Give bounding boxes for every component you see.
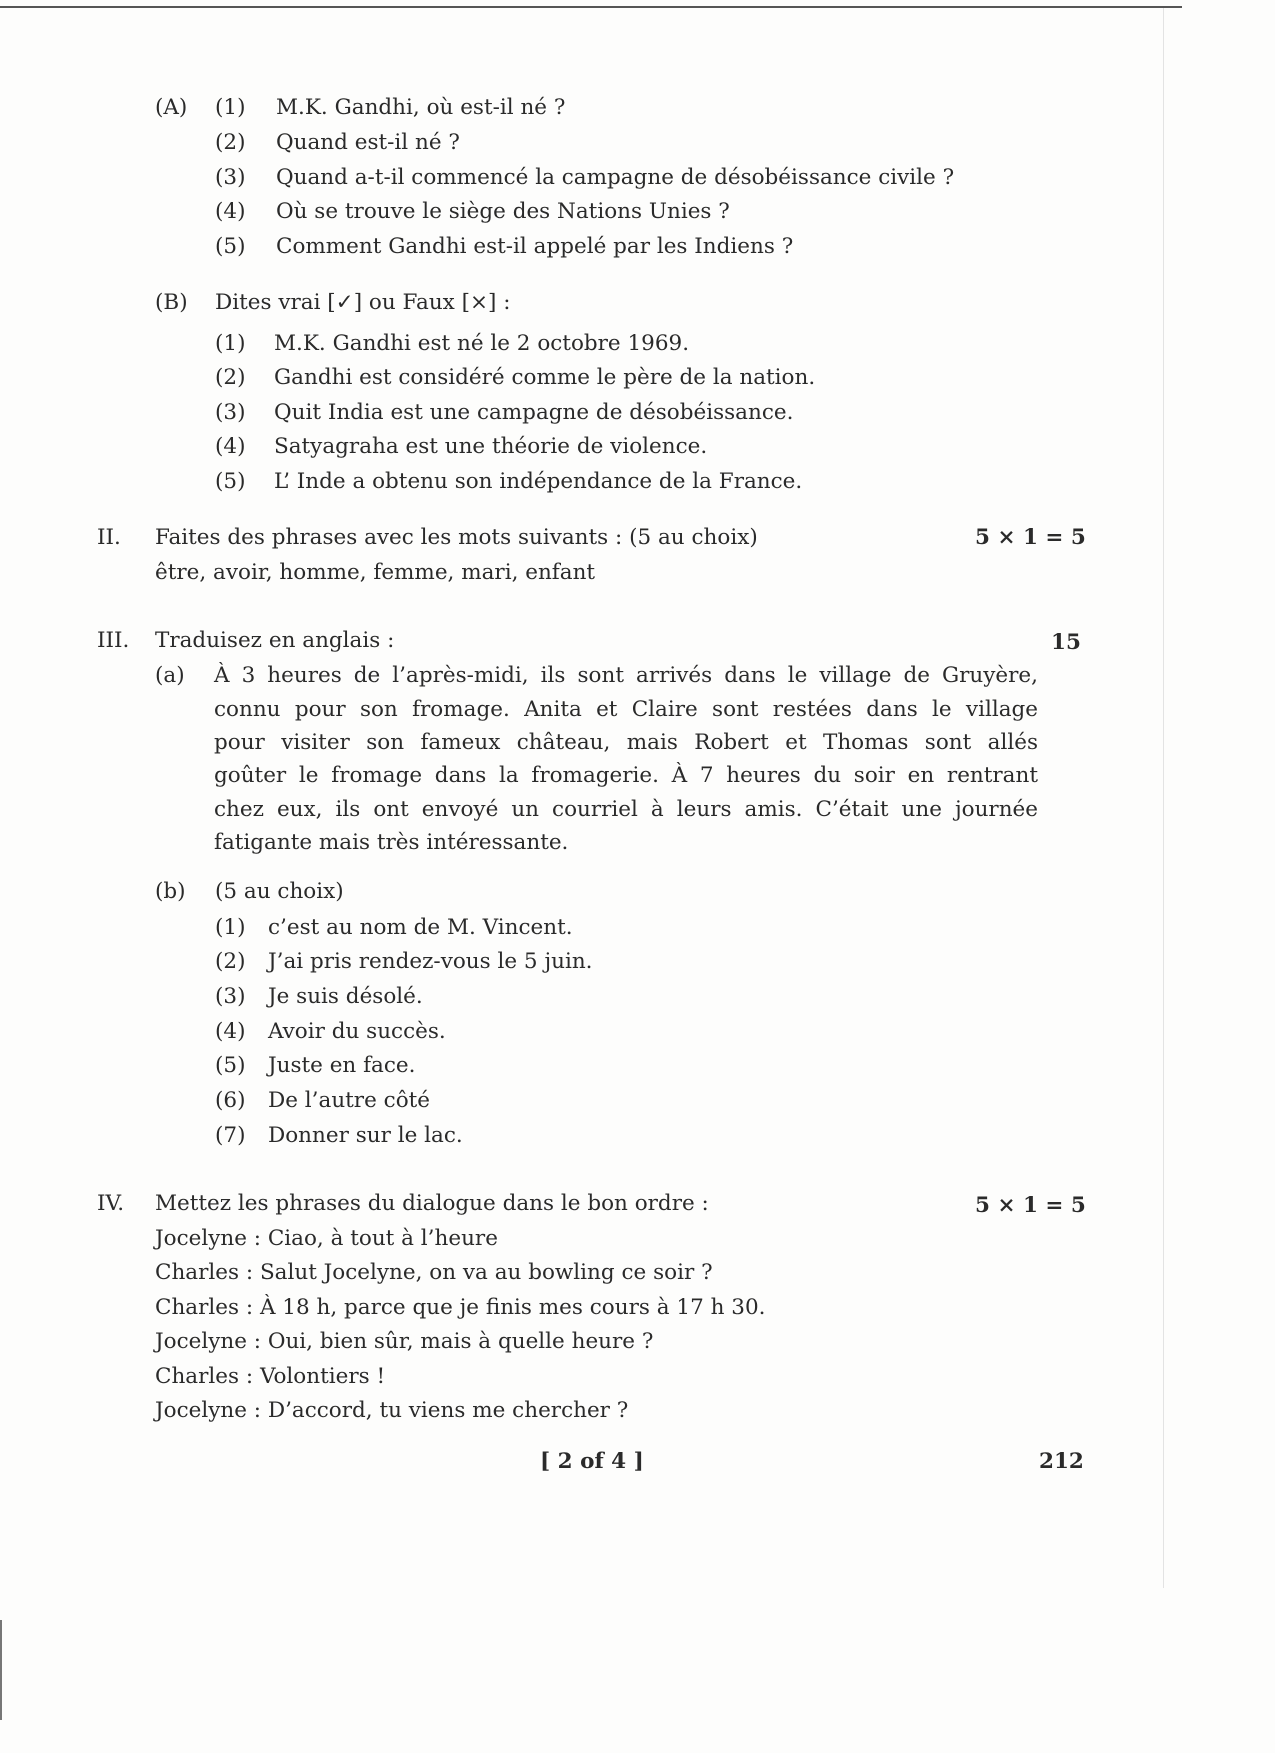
phrase-text: c’est au nom de M. Vincent. — [268, 915, 573, 940]
dialogue-line: Jocelyne : D’accord, tu viens me chercher ? — [155, 1398, 629, 1423]
question-number: (3) — [215, 165, 246, 190]
top-border-line — [0, 6, 1182, 8]
paper-code: 212 — [1039, 1449, 1084, 1474]
question-2-title: Faites des phrases avec les mots suivants : (5 au choix) — [155, 525, 758, 550]
question-text: M.K. Gandhi, où est-il né ? — [276, 95, 566, 120]
question-number: (2) — [215, 130, 246, 155]
statement-number: (4) — [215, 434, 246, 459]
question-2-words: être, avoir, homme, femme, mari, enfant — [155, 560, 596, 585]
dialogue-line: Jocelyne : Ciao, à tout à l’heure — [155, 1226, 498, 1251]
dialogue-line: Jocelyne : Oui, bien sûr, mais à quelle heure ? — [155, 1329, 654, 1354]
statement-text: Quit India est une campagne de désobéissance. — [274, 400, 794, 425]
section-b-label: (B) — [155, 290, 188, 315]
part-a-label: (a) — [155, 663, 185, 688]
dialogue-line: Charles : Salut Jocelyne, on va au bowling ce soir ? — [155, 1260, 713, 1285]
phrase-text: Avoir du succès. — [268, 1019, 446, 1044]
question-text: Quand a-t-il commencé la campagne de désobéissance civile ? — [276, 165, 955, 190]
question-4-marks: 5 × 1 = 5 — [975, 1193, 1086, 1218]
dialogue-line: Charles : Volontiers ! — [155, 1364, 386, 1389]
question-2-number: II. — [97, 525, 121, 550]
phrase-text: Je suis désolé. — [268, 984, 423, 1009]
question-3-marks: 15 — [1051, 630, 1081, 655]
translation-line: goûter le fromage dans la fromagerie. À 7 heures du soir en rentrant — [214, 763, 1038, 788]
phrase-number: (3) — [215, 984, 246, 1009]
phrase-number: (1) — [215, 915, 246, 940]
question-number: (5) — [215, 234, 246, 259]
section-b-title: Dites vrai [✓] ou Faux [×] : — [215, 290, 511, 315]
question-text: Quand est-il né ? — [276, 130, 460, 155]
phrase-number: (5) — [215, 1053, 246, 1078]
phrase-text: De l’autre côté — [268, 1088, 430, 1113]
statement-text: M.K. Gandhi est né le 2 octobre 1969. — [274, 331, 690, 356]
statement-text: L’ Inde a obtenu son indépendance de la France. — [274, 469, 803, 494]
statement-number: (3) — [215, 400, 246, 425]
scan-edge-mark — [0, 1620, 2, 1720]
question-number: (1) — [215, 95, 246, 120]
dialogue-line: Charles : À 18 h, parce que je finis mes cours à 17 h 30. — [155, 1295, 766, 1320]
question-3-number: III. — [97, 628, 130, 653]
statement-text: Satyagraha est une théorie de violence. — [274, 434, 708, 459]
question-4-title: Mettez les phrases du dialogue dans le bon ordre : — [155, 1191, 709, 1216]
part-b-title: (5 au choix) — [215, 879, 344, 904]
question-3-title: Traduisez en anglais : — [155, 628, 395, 653]
page-edge — [1163, 8, 1164, 1588]
translation-line: pour visiter son fameux château, mais Robert et Thomas sont allés — [214, 730, 1038, 755]
part-b-label: (b) — [155, 879, 186, 904]
question-text: Comment Gandhi est-il appelé par les Indiens ? — [276, 234, 794, 259]
translation-line: À 3 heures de l’après-midi, ils sont arrivés dans le village de Gruyère, — [214, 663, 1038, 688]
phrase-text: Juste en face. — [268, 1053, 416, 1078]
phrase-text: Donner sur le lac. — [268, 1123, 463, 1148]
translation-line: chez eux, ils ont envoyé un courriel à leurs amis. C’était une journée — [214, 797, 1038, 822]
phrase-number: (7) — [215, 1123, 246, 1148]
translation-line: fatigante mais très intéressante. — [214, 830, 569, 855]
phrase-text: J’ai pris rendez-vous le 5 juin. — [268, 949, 593, 974]
statement-number: (5) — [215, 469, 246, 494]
section-a-label: (A) — [155, 95, 188, 120]
question-2-marks: 5 × 1 = 5 — [975, 525, 1086, 550]
statement-text: Gandhi est considéré comme le père de la nation. — [274, 365, 816, 390]
question-4-number: IV. — [97, 1191, 125, 1216]
phrase-number: (4) — [215, 1019, 246, 1044]
statement-number: (1) — [215, 331, 246, 356]
question-number: (4) — [215, 199, 246, 224]
statement-number: (2) — [215, 365, 246, 390]
translation-line: connu pour son fromage. Anita et Claire sont restées dans le village — [214, 697, 1038, 722]
phrase-number: (6) — [215, 1088, 246, 1113]
question-text: Où se trouve le siège des Nations Unies ? — [276, 199, 730, 224]
phrase-number: (2) — [215, 949, 246, 974]
page-number: [ 2 of 4 ] — [540, 1449, 644, 1474]
